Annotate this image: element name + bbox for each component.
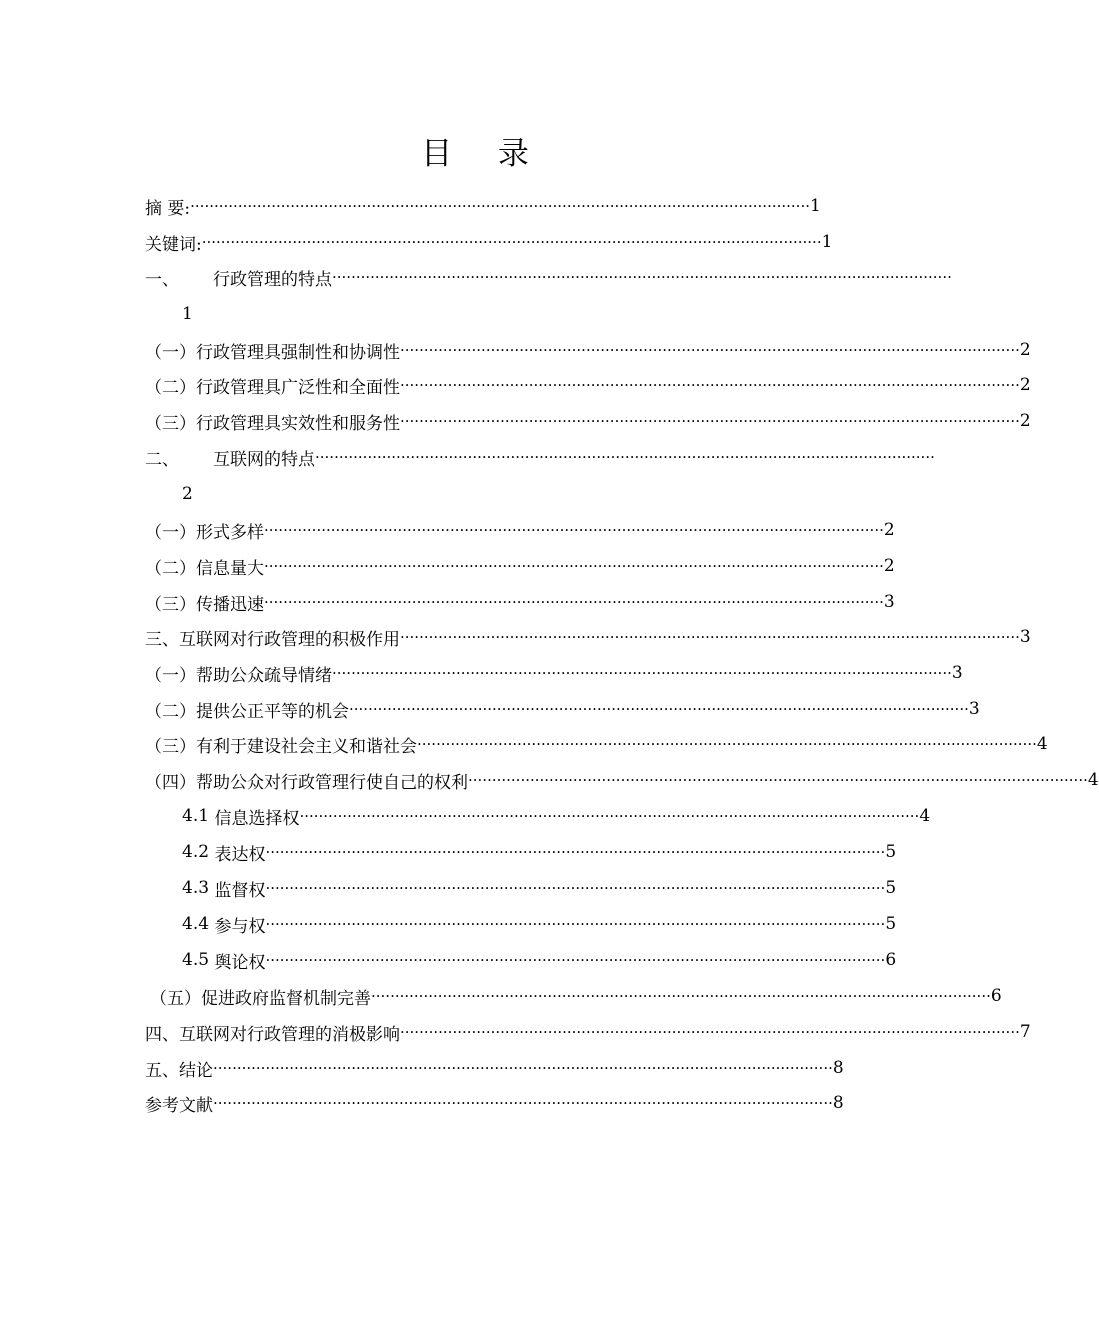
- entry-text: 互联网的特点: [213, 449, 315, 470]
- wrapped-page-number: 1: [182, 304, 193, 324]
- dot-leader: ··································································································································: [264, 521, 884, 539]
- dot-leader: ··································································································································: [201, 233, 822, 251]
- entry-text: 参与权: [214, 916, 266, 937]
- toc-entry: [145, 1055, 844, 1081]
- toc-entry: [145, 589, 895, 615]
- entry-text: 帮助公众对行政管理行使自己的权利: [196, 772, 468, 793]
- toc-entry: [182, 947, 897, 973]
- dot-leader: ··································································································································: [264, 593, 884, 611]
- toc-entry: [145, 767, 1099, 793]
- dot-leader: ··································································································································: [265, 915, 886, 933]
- entry-page: 5: [885, 914, 897, 934]
- entry-text: 提供公正平等的机会: [196, 701, 349, 722]
- entry-page: 8: [832, 1058, 844, 1078]
- entry-text: 监督权: [214, 880, 266, 901]
- dot-leader: ··································································································································: [417, 735, 1037, 753]
- entry-page: 5: [885, 842, 897, 862]
- dot-leader: ··································································································································: [213, 1094, 833, 1112]
- entry-prefix: （二）: [145, 377, 196, 398]
- entry-page: 2: [883, 520, 895, 540]
- entry-page: 1: [821, 232, 833, 252]
- toc-entry: [182, 911, 897, 937]
- entry-text: 舆论权: [214, 952, 266, 973]
- entry-page: 3: [883, 592, 895, 612]
- entry-prefix: （一）: [145, 665, 196, 686]
- entry-text: 结论: [179, 1060, 213, 1081]
- dot-leader: ··································································································································: [400, 376, 1020, 394]
- toc-entry: [145, 553, 895, 579]
- entry-text: 帮助公众疏导情绪: [196, 665, 332, 686]
- entry-prefix: 一、: [145, 269, 179, 290]
- entry-page: 3: [1019, 627, 1031, 647]
- dot-leader: ··································································································································: [190, 197, 810, 215]
- page-title: 目 录: [421, 136, 547, 172]
- entry-page: 4: [1087, 770, 1099, 790]
- dot-leader: ··································································································································: [299, 807, 920, 825]
- entry-page: 3: [951, 663, 963, 683]
- entry-prefix: （三）: [145, 594, 196, 615]
- entry-page: 1: [810, 196, 821, 216]
- toc-entry: [150, 983, 1002, 1009]
- dot-leader: ··································································································································: [265, 879, 886, 897]
- entry-page: 2: [1019, 411, 1031, 431]
- toc-entry: [145, 229, 833, 255]
- dot-leader: ··································································································································: [265, 843, 886, 861]
- dot-leader: ··································································································································: [332, 268, 952, 286]
- entry-text: 信息选择权: [214, 808, 300, 829]
- entry-text: 信息量大: [196, 558, 264, 579]
- entry-text: 形式多样: [196, 522, 264, 543]
- entry-text: 行政管理具强制性和协调性: [196, 342, 400, 363]
- dot-leader: ··································································································································: [264, 557, 884, 575]
- toc-entry: [145, 408, 1031, 434]
- entry-prefix: （二）: [145, 701, 196, 722]
- entry-prefix: 4.5: [182, 950, 215, 970]
- wrapped-page-number: 2: [182, 484, 193, 504]
- entry-text: 传播迅速: [196, 594, 264, 615]
- entry-prefix: （一）: [145, 342, 196, 363]
- entry-text: 行政管理的特点: [213, 269, 332, 290]
- toc-entry: [145, 193, 821, 219]
- dot-leader: ··································································································································: [400, 1023, 1020, 1041]
- toc-entry: [182, 875, 897, 901]
- dot-leader: ··································································································································: [265, 951, 886, 969]
- entry-prefix: 二、: [145, 449, 179, 470]
- entry-prefix: 摘 要:: [145, 198, 191, 219]
- toc-entry: [182, 803, 931, 829]
- entry-prefix: （五）: [150, 988, 201, 1009]
- entry-page: 6: [990, 986, 1002, 1006]
- toc-entry: [145, 444, 935, 470]
- entry-text: 表达权: [214, 844, 266, 865]
- dot-leader: ··································································································································: [400, 628, 1020, 646]
- entry-prefix: 五、: [145, 1060, 179, 1081]
- entry-page: 3: [968, 699, 980, 719]
- entry-page: 4: [1036, 734, 1048, 754]
- toc-entry: [145, 660, 963, 686]
- entry-text: 互联网对行政管理的积极作用: [179, 629, 400, 650]
- entry-page: 6: [885, 950, 897, 970]
- entry-prefix: 4.2: [182, 842, 215, 862]
- entry-prefix: 三、: [145, 629, 179, 650]
- entry-page: 7: [1019, 1022, 1031, 1042]
- entry-page: 2: [1019, 340, 1031, 360]
- entry-prefix: 4.4: [182, 914, 215, 934]
- entry-text: 参考文献: [145, 1095, 213, 1116]
- toc-entry: [182, 839, 897, 865]
- toc-entry: [145, 1019, 1031, 1045]
- dot-leader: ··································································································································: [349, 700, 969, 718]
- entry-prefix: 关键词:: [145, 234, 202, 255]
- toc-entry: [145, 372, 1031, 398]
- entry-text: 促进政府监督机制完善: [201, 988, 371, 1009]
- entry-prefix: （四）: [145, 772, 196, 793]
- dot-leader: ··································································································································: [315, 448, 935, 466]
- toc-entry: [145, 731, 1048, 757]
- entry-page: 2: [1019, 375, 1031, 395]
- entry-text: 互联网对行政管理的消极影响: [179, 1024, 400, 1045]
- entry-prefix: 四、: [145, 1024, 179, 1045]
- entry-text: 行政管理具实效性和服务性: [196, 413, 400, 434]
- entry-page: 5: [885, 878, 897, 898]
- toc-entry: [145, 517, 895, 543]
- entry-text: 行政管理具广泛性和全面性: [196, 377, 400, 398]
- dot-leader: ··································································································································: [371, 987, 991, 1005]
- entry-prefix: （二）: [145, 558, 196, 579]
- toc-entry: [145, 337, 1031, 363]
- dot-leader: ··································································································································: [468, 771, 1088, 789]
- dot-leader: ··································································································································: [400, 412, 1020, 430]
- entry-prefix: （三）: [145, 413, 196, 434]
- entry-text: 有利于建设社会主义和谐社会: [196, 736, 417, 757]
- dot-leader: ··································································································································: [213, 1059, 833, 1077]
- entry-page: 2: [883, 556, 895, 576]
- dot-leader: ··································································································································: [332, 664, 952, 682]
- entry-page: 8: [832, 1093, 844, 1113]
- entry-prefix: （三）: [145, 736, 196, 757]
- entry-page: 4: [919, 806, 931, 826]
- toc-entry: [145, 264, 952, 290]
- toc-entry: [145, 624, 1031, 650]
- toc-entry: [145, 696, 980, 722]
- toc-entry: [145, 1090, 844, 1116]
- entry-prefix: （一）: [145, 522, 196, 543]
- entry-prefix: 4.3: [182, 878, 215, 898]
- dot-leader: ··································································································································: [400, 341, 1020, 359]
- entry-prefix: 4.1: [182, 806, 215, 826]
